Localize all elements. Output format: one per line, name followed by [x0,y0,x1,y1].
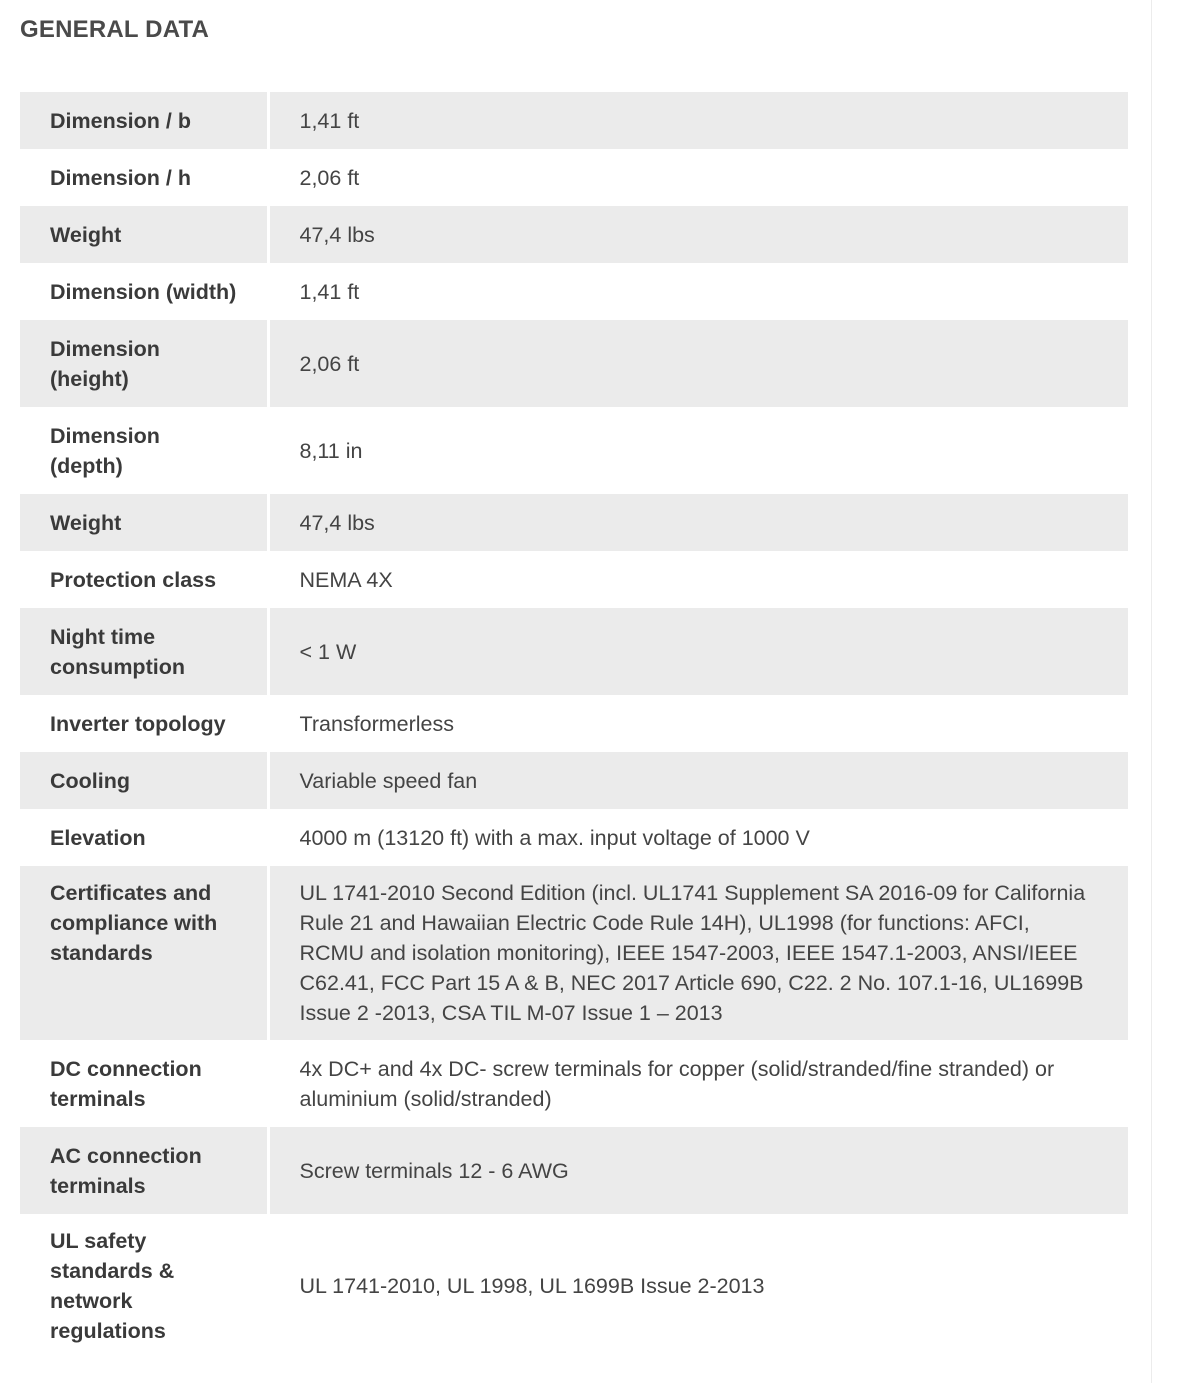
spec-value: Screw terminals 12 - 6 AWG [268,1127,1128,1214]
spec-label: UL safety standards & network regulations [20,1214,268,1358]
spec-value: 47,4 lbs [268,206,1128,263]
spec-label: Night time consumption [20,608,268,695]
table-row [20,494,1128,551]
spec-value: NEMA 4X [268,551,1128,608]
table-row [20,407,1128,494]
table-row [20,608,1128,695]
spec-value: 2,06 ft [268,320,1128,407]
table-row [20,1040,1128,1127]
spec-value: 47,4 lbs [268,494,1128,551]
table-row [20,263,1128,320]
spec-value: 2,06 ft [268,149,1128,206]
page-divider [1151,0,1152,1383]
spec-value: 8,11 in [268,407,1128,494]
table-row [20,752,1128,809]
spec-label: Cooling [20,752,268,809]
spec-label: Inverter topology [20,695,268,752]
spec-value: 4000 m (13120 ft) with a max. input voltage of 1000 V [268,809,1128,866]
spec-label: Weight [20,494,268,551]
table-row [20,1127,1128,1214]
spec-label: Dimension (height) [20,320,268,407]
table-row [20,551,1128,608]
spec-label: DC connection terminals [20,1040,268,1127]
spec-label: AC connection terminals [20,1127,268,1214]
spec-label: Certificates and compliance with standards [20,866,268,1040]
spec-value: Transformerless [268,695,1128,752]
table-row [20,92,1128,149]
table-row [20,866,1128,1040]
table-row [20,206,1128,263]
section-title: GENERAL DATA [20,16,210,43]
spec-label: Weight [20,206,268,263]
table-row [20,695,1128,752]
spec-value: 4x DC+ and 4x DC- screw terminals for copper (solid/stranded/fine stranded) or aluminium (solid/stranded) [268,1040,1128,1127]
spec-label: Protection class [20,551,268,608]
spec-label: Dimension / h [20,149,268,206]
spec-label: Dimension (width) [20,263,268,320]
table-row [20,320,1128,407]
table-row [20,149,1128,206]
spec-value: 1,41 ft [268,92,1128,149]
table-row [20,1214,1128,1358]
spec-value: UL 1741-2010 Second Edition (incl. UL1741 Supplement SA 2016-09 for California Rule 21 and Hawaiian Electric Code Rule 14H), UL1998 (for functions: AFCI, RCMU and isolation monitoring), IEEE 1547-2003, IEEE 1547.1-2003, ANSI/IEEE C62.41, FCC Part 15 A & B, NEC 2017 Article 690, C22. 2 No. 107.1-16, UL1699B Issue 2 -2013, CSA TIL M-07 Issue 1 – 2013 [268,866,1128,1040]
spec-table [20,92,1128,1358]
spec-value: < 1 W [268,608,1128,695]
spec-label: Dimension / b [20,92,268,149]
spec-label: Dimension (depth) [20,407,268,494]
table-row [20,809,1128,866]
spec-label: Elevation [20,809,268,866]
spec-value: Variable speed fan [268,752,1128,809]
spec-value: UL 1741-2010, UL 1998, UL 1699B Issue 2-2013 [268,1214,1128,1358]
spec-value: 1,41 ft [268,263,1128,320]
